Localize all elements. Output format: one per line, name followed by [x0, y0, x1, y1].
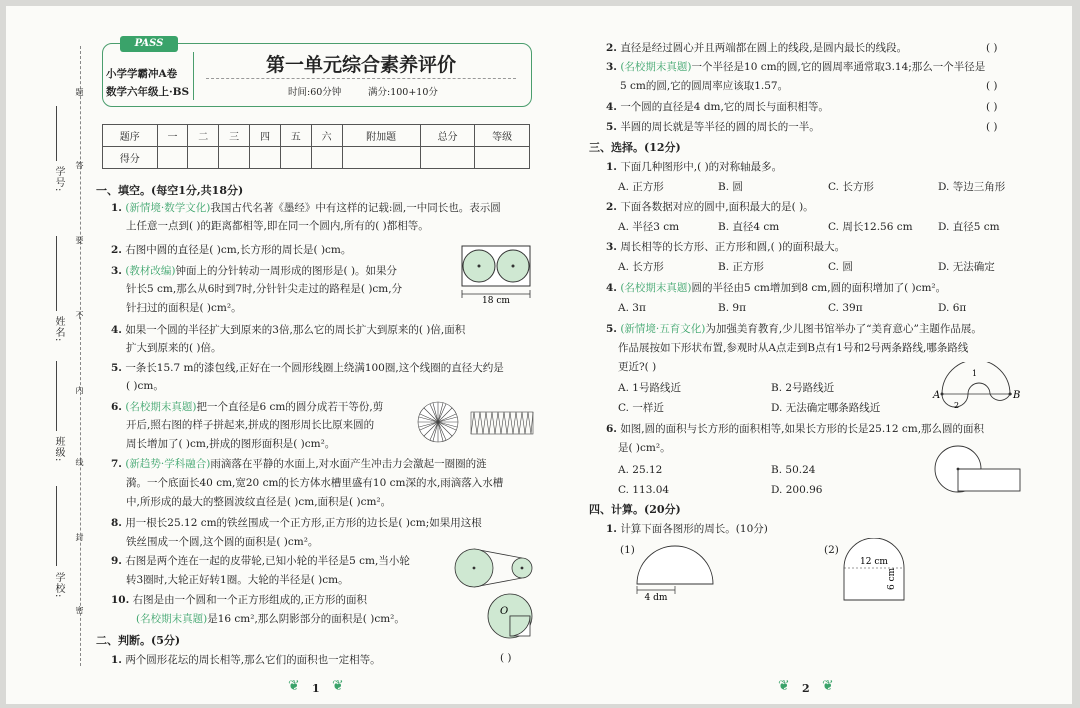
- judge-2: 2. 直径是经过圆心并且两端都在圆上的线段,是圆内最长的线段。: [606, 42, 908, 54]
- class-label: 班级:: [53, 436, 64, 463]
- q4-text-2: 扩大到原来的( )倍。: [126, 342, 222, 354]
- fig-12cm-label: 12 cm: [860, 557, 888, 567]
- c5-option-b[interactable]: B. 2号路线近: [771, 382, 835, 394]
- name-label: 姓名:: [53, 316, 64, 343]
- cut-mark: 内: [75, 386, 84, 395]
- leaf-icon: ❦: [778, 678, 790, 694]
- j3-tag: (名校期末真题): [620, 61, 692, 73]
- j2-bracket[interactable]: ( ): [986, 42, 998, 54]
- c1-option-c[interactable]: C. 长方形: [828, 181, 874, 193]
- c2-option-b[interactable]: B. 直径4 cm: [718, 221, 780, 233]
- c4-option-a[interactable]: A. 3π: [618, 302, 646, 314]
- q6-tag: (名校期末真题): [125, 401, 197, 413]
- q1-tag: (新情境·数学文化): [125, 202, 211, 214]
- fig-18cm-label: 18 cm: [482, 296, 510, 304]
- q3-text-3: 针扫过的面积是( )cm²。: [126, 302, 242, 314]
- c5-text-3: 更近?( ): [618, 361, 657, 373]
- score-header: 一: [157, 125, 188, 147]
- q6-figure: [416, 400, 536, 444]
- brand-logo: PASS: [120, 36, 178, 52]
- choice-2: 2. 下面各数据对应的圆中,面积最大的是( )。: [606, 201, 814, 213]
- choice-6: 6. 如图,圆的面积与长方形的面积相等,如果长方形的长是25.12 cm,那么圆的面积: [606, 423, 985, 435]
- question-10: 10. 右图是由一个圆和一个正方形组成的,正方形的面积: [111, 594, 367, 606]
- c4-option-d[interactable]: D. 6π: [938, 302, 967, 314]
- q6-text: 把一个直径是6 cm的圆分成若干等份,剪: [196, 401, 384, 413]
- score-cell[interactable]: [188, 147, 219, 169]
- q8-text: 用一根长25.12 cm的铁丝围成一个正方形,正方形的边长是( )cm;如果用这根: [125, 517, 482, 529]
- q7-text: 雨滴落在平静的水面上,对水面产生冲击力会激起一圈圈的涟: [210, 458, 487, 470]
- section-choice-title: 三、选择。(12分): [589, 141, 681, 154]
- j4-bracket[interactable]: ( ): [986, 101, 998, 113]
- semicircle-figure: [631, 540, 721, 602]
- q3-text-2: 针长5 cm,那么从6时到7时,分针针尖走过的路程是( )cm,分: [126, 283, 403, 295]
- j5-bracket[interactable]: ( ): [986, 121, 998, 133]
- c5-text: 为加强美育教育,少儿图书馆举办了“美育意心”主题作品展。: [705, 323, 982, 335]
- exam-full-score: 满分:100+10分: [368, 87, 438, 98]
- cut-mark: 答: [75, 161, 84, 170]
- page-number-2: 2: [802, 682, 810, 695]
- question-7: 7. (新趋势·学科融合)雨滴落在平静的水面上,对水面产生冲击力会激起一圈圈的涟: [111, 458, 487, 470]
- choice-5: 5. (新情境·五育文化)为加强美育教育,少儿图书馆举办了“美育意心”主题作品展。: [606, 323, 982, 335]
- c3-text: 周长相等的长方形、正方形和圆,( )的面积最大。: [620, 241, 846, 253]
- question-3: 3. (教材改编)钟面上的分针转动一周形成的图形是( )。如果分: [111, 265, 398, 277]
- calc-1-part-1: (1): [620, 544, 635, 556]
- c5-option-c[interactable]: C. 一样近: [618, 402, 664, 414]
- c4-tag: (名校期末真题): [620, 282, 692, 294]
- c5-fig-route-2: 2: [954, 401, 960, 410]
- judge-3: 3. (名校期末真题)一个半径是10 cm的圆,它的圆周率通常取3.14;那么一个半径是: [606, 61, 986, 73]
- cut-mark: 封: [75, 533, 84, 542]
- c5-fig-route-1: 1: [972, 369, 978, 378]
- q3-text: 钟面上的分针转动一周形成的图形是( )。如果分: [175, 265, 398, 277]
- calc-1-part-2: (2): [824, 544, 839, 556]
- score-header: 六: [311, 125, 342, 147]
- score-cell[interactable]: [157, 147, 188, 169]
- score-cell[interactable]: [342, 147, 420, 169]
- question-4: 4. 如果一个圆的半径扩大到原来的3倍,那么它的周长扩大到原来的( )倍,面积: [111, 324, 466, 336]
- q7-text-2: 漪。一个底面长40 cm,宽20 cm的长方体水槽里盛有10 cm深的水,雨滴落入水槽: [126, 477, 504, 489]
- q10-tag: (名校期末真题): [136, 613, 208, 625]
- q9-figure: [452, 546, 534, 590]
- judge-5: 5. 半圆的周长就是等半径的圆的周长的一半。: [606, 121, 820, 133]
- score-cell[interactable]: [250, 147, 281, 169]
- c1-option-a[interactable]: A. 正方形: [618, 181, 664, 193]
- section-judge-title: 二、判断。(5分): [96, 634, 181, 647]
- score-header: 题序: [103, 125, 158, 147]
- c3-option-a[interactable]: A. 长方形: [618, 261, 664, 273]
- c3-option-d[interactable]: D. 无法确定: [938, 261, 995, 273]
- fig-o-label: O: [500, 606, 509, 617]
- c5-fig-a: A: [933, 390, 941, 401]
- score-header: 五: [280, 125, 311, 147]
- q7-text-3: 中,所形成的最大的整圆波纹直径是( )cm,面积是( )cm²。: [126, 496, 392, 508]
- cut-mark: 线: [75, 458, 84, 467]
- name-line: [56, 236, 57, 311]
- exam-time: 时间:60分钟: [288, 87, 342, 98]
- c6-option-b[interactable]: B. 50.24: [771, 464, 816, 476]
- c2-option-d[interactable]: D. 直径5 cm: [938, 221, 1000, 233]
- j1-text: 两个圆形花坛的周长相等,那么它们的面积也一定相等。: [125, 654, 381, 666]
- q5-text: 一条长15.7 m的漆包线,正好在一个圆形线圈上绕满100圈,这个线圈的直径大约是: [125, 362, 504, 374]
- score-row-label: 得分: [103, 147, 158, 169]
- score-header: 等级: [475, 125, 530, 147]
- c5-text-2: 作品展按如下形状布置,参观时从A点走到B点有1号和2号两条路线,哪条路线: [618, 342, 969, 354]
- j3-text-2: 5 cm的圆,它的圆周率应该取1.57。: [620, 80, 789, 92]
- c5-option-d[interactable]: D. 无法确定哪条路线近: [771, 402, 881, 414]
- score-header: 二: [188, 125, 219, 147]
- page-number-1: 1: [312, 682, 320, 695]
- question-2: 2. 右图中圆的直径是( )cm,长方形的周长是( )cm。: [111, 244, 352, 256]
- school-label: 学校:: [53, 572, 64, 599]
- page-title: 第一单元综合素养评价: [265, 54, 456, 76]
- cut-mark: 题: [75, 88, 84, 97]
- cut-line: [80, 46, 81, 666]
- choice-1: 1. 下面几种图形中,( )的对称轴最多。: [606, 161, 783, 173]
- q10-text-2: [136, 613, 405, 626]
- arch-figure: [836, 538, 916, 606]
- question-5: 5. 一条长15.7 m的漆包线,正好在一个圆形线圈上绕满100圈,这个线圈的直径大约是: [111, 362, 504, 374]
- c1-text: 下面几种图形中,( )的对称轴最多。: [620, 161, 783, 173]
- q6-text-3: 周长增加了( )cm,拼成的图形面积是( )cm²。: [126, 438, 336, 450]
- c2-option-c[interactable]: C. 周长12.56 cm: [828, 221, 913, 233]
- judge-4: 4. 一个圆的直径是4 dm,它的周长与面积相等。: [606, 101, 829, 113]
- score-header: 三: [219, 125, 250, 147]
- grade-name: 数学六年级上·BS: [106, 86, 190, 98]
- c5-fig-b: B: [1013, 390, 1021, 401]
- c2-option-a[interactable]: A. 半径3 cm: [618, 221, 680, 233]
- score-cell[interactable]: [219, 147, 250, 169]
- section-fill-title: 一、填空。(每空1分,共18分): [96, 184, 244, 197]
- score-cell[interactable]: [280, 147, 311, 169]
- judge-1: 1. 两个圆形花坛的周长相等,那么它们的面积也一定相等。: [111, 654, 381, 666]
- leaf-icon: ❦: [288, 678, 300, 694]
- calc-1: 1. 计算下面各图形的周长。(10分): [606, 523, 768, 535]
- score-cell[interactable]: [420, 147, 475, 169]
- q2-figure: [461, 244, 533, 304]
- q10-figure: [486, 592, 534, 640]
- c3-option-c[interactable]: C. 圆: [828, 261, 853, 273]
- q1-text: 我国古代名著《墨经》中有这样的记载:圆,一中同长也。表示圆: [210, 202, 501, 214]
- q7-tag: (新趋势·学科融合): [125, 458, 211, 470]
- j1-bracket[interactable]: ( ): [500, 652, 512, 664]
- leaf-icon: ❦: [332, 678, 344, 694]
- question-6: 6. (名校期末真题)把一个直径是6 cm的圆分成若干等份,剪: [111, 401, 384, 413]
- section-calc-title: 四、计算。(20分): [589, 503, 681, 516]
- score-header: 总分: [420, 125, 475, 147]
- fig-4dm-label: 4 dm: [644, 593, 668, 602]
- q5-text-2: ( )cm。: [126, 380, 164, 392]
- q2-text: 右图中圆的直径是( )cm,长方形的周长是( )cm。: [125, 244, 352, 256]
- k1-text: 计算下面各图形的周长。(10分): [620, 523, 768, 535]
- c3-option-b[interactable]: B. 正方形: [718, 261, 764, 273]
- score-cell[interactable]: [311, 147, 342, 169]
- leaf-icon: ❦: [822, 678, 834, 694]
- q3-tag: (教材改编): [125, 265, 176, 277]
- j3-bracket[interactable]: ( ): [986, 80, 998, 92]
- j2-text: 直径是经过圆心并且两端都在圆上的线段,是圆内最长的线段。: [620, 42, 908, 54]
- j3-text: 一个半径是10 cm的圆,它的圆周率通常取3.14;那么一个半径是: [691, 61, 986, 73]
- fig-6cm-label: 6 cm: [887, 567, 897, 590]
- class-line: [56, 361, 57, 431]
- c6-text: 如图,圆的面积与长方形的面积相等,如果长方形的长是25.12 cm,那么圆的面积: [620, 423, 985, 435]
- c5-figure: [932, 362, 1022, 412]
- score-header: 四: [250, 125, 281, 147]
- q1-text-2: 上任意一点到( )的距离都相等,即在同一个圆内,所有的( )都相等。: [126, 220, 429, 232]
- cut-mark: 不: [75, 311, 84, 320]
- q8-text-2: 铁丝围成一个圆,这个圆的面积是( )cm²。: [126, 536, 319, 548]
- question-8: 8. 用一根长25.12 cm的铁丝围成一个正方形,正方形的边长是( )cm;如果用这根: [111, 517, 482, 529]
- c6-option-d[interactable]: D. 200.96: [771, 484, 823, 496]
- j5-text: 半圆的周长就是等半径的圆的周长的一半。: [620, 121, 820, 133]
- exam-sheet: [6, 6, 1072, 704]
- score-table: [102, 124, 530, 169]
- choice-4: 4. (名校期末真题)圆的半径由5 cm增加到8 cm,圆的面积增加了( )cm²。: [606, 282, 947, 294]
- c5-option-a[interactable]: A. 1号路线近: [618, 382, 681, 394]
- q9-text: 右图是两个连在一起的皮带轮,已知小轮的半径是5 cm,当小轮: [125, 555, 410, 567]
- question-9: 9. 右图是两个连在一起的皮带轮,已知小轮的半径是5 cm,当小轮: [111, 555, 410, 567]
- c6-option-c[interactable]: C. 113.04: [618, 484, 670, 496]
- c6-text-2: 是( )cm²。: [618, 442, 671, 454]
- c6-option-a[interactable]: A. 25.12: [618, 464, 663, 476]
- score-header: 附加题: [342, 125, 420, 147]
- title-rule: [206, 78, 516, 79]
- c4-option-b[interactable]: B. 9π: [718, 302, 746, 314]
- q9-text-2: 转3圈时,大轮正好转1圈。大轮的半径是( )cm。: [126, 574, 349, 586]
- id-line: [56, 106, 57, 161]
- school-line: [56, 486, 57, 566]
- c1-option-b[interactable]: B. 圆: [718, 181, 743, 193]
- q10-text: 右图是由一个圆和一个正方形组成的,正方形的面积: [132, 594, 367, 606]
- q4-text: 如果一个圆的半径扩大到原来的3倍,那么它的周长扩大到原来的( )倍,面积: [125, 324, 466, 336]
- c5-tag: (新情境·五育文化): [620, 323, 706, 335]
- header-divider: [193, 52, 194, 100]
- cut-mark: 密: [75, 606, 84, 615]
- c6-figure: [934, 442, 1024, 496]
- score-cell[interactable]: [475, 147, 530, 169]
- q10-text-b: 是16 cm²,那么阴影部分的面积是( )cm²。: [207, 613, 405, 625]
- q6-text-2: 开后,照右图的样子拼起来,拼成的图形周长比原来圆的: [126, 419, 375, 431]
- series-name: 小学学霸冲A卷: [106, 68, 178, 80]
- question-1: 1. (新情境·数学文化)我国古代名著《墨经》中有这样的记载:圆,一中同长也。表示圆: [111, 202, 501, 214]
- student-id-label: 学号:: [53, 166, 64, 193]
- c4-option-c[interactable]: C. 39π: [828, 302, 863, 314]
- c2-text: 下面各数据对应的圆中,面积最大的是( )。: [620, 201, 814, 213]
- choice-3: 3. 周长相等的长方形、正方形和圆,( )的面积最大。: [606, 241, 846, 253]
- j4-text: 一个圆的直径是4 dm,它的周长与面积相等。: [620, 101, 829, 113]
- cut-mark: 要: [75, 236, 84, 245]
- c4-text: 圆的半径由5 cm增加到8 cm,圆的面积增加了( )cm²。: [691, 282, 947, 294]
- c1-option-d[interactable]: D. 等边三角形: [938, 181, 1006, 193]
